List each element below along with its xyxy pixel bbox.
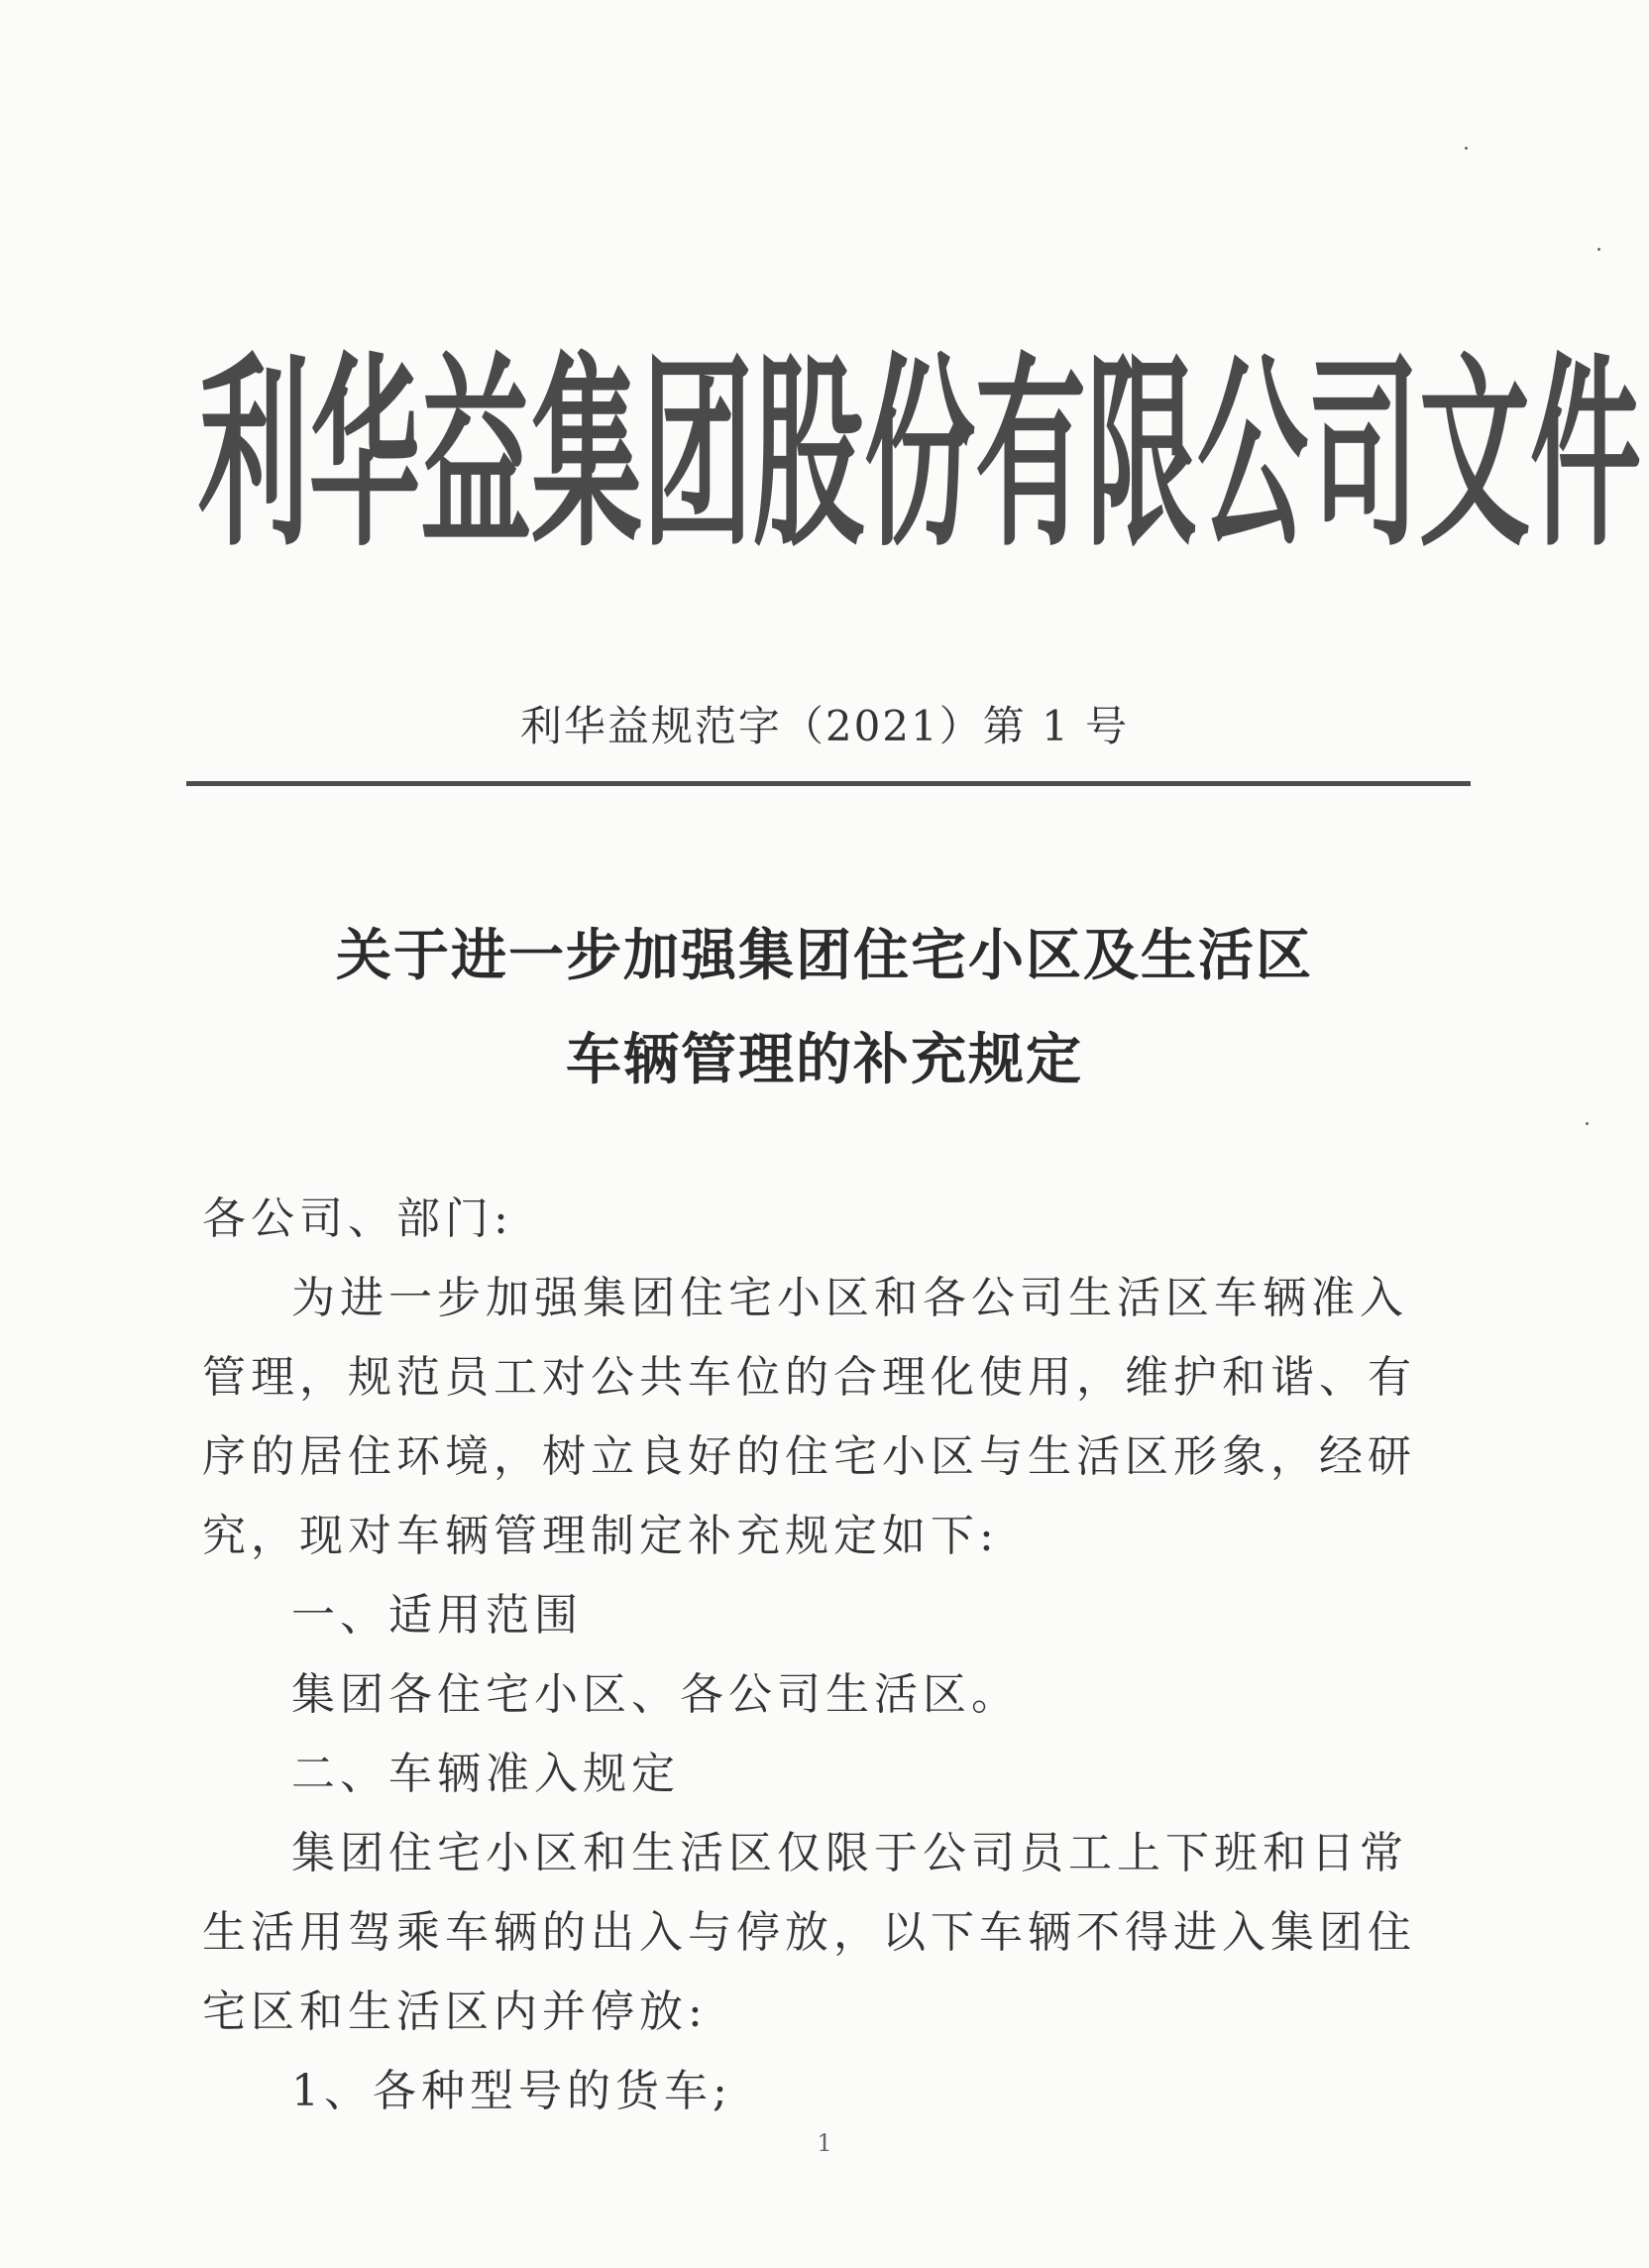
masthead-char: 利	[198, 336, 309, 576]
masthead-title	[198, 336, 1641, 576]
masthead-char: 股	[753, 336, 864, 576]
document-title-line-1: 关于进一步加强集团住宅小区及生活区	[336, 924, 1313, 988]
section-1-text: 集团各住宅小区、各公司生活区。	[291, 1669, 1020, 1720]
scan-speck	[1597, 248, 1600, 251]
masthead-char: 文	[1419, 336, 1530, 576]
masthead-char: 益	[420, 336, 531, 576]
masthead-char: 有	[975, 336, 1086, 576]
page-number: 1	[817, 2129, 832, 2157]
scan-speck	[1465, 147, 1468, 150]
document-body	[202, 1180, 1451, 2131]
masthead-char: 份	[864, 336, 975, 576]
salutation: 各公司、部门:	[202, 1193, 513, 1244]
masthead-char: 华	[309, 336, 420, 576]
masthead-char: 集	[531, 336, 642, 576]
section-1-heading: 一、适用范围	[291, 1590, 583, 1641]
section-2-heading: 二、车辆准入规定	[291, 1749, 680, 1799]
document-title-line-2: 车辆管理的补充规定	[566, 1028, 1083, 1092]
list-item: 1、各种型号的货车;	[291, 2066, 732, 2116]
intro-paragraph: 为进一步加强集团住宅小区和各公司生活区车辆准入管理，规范员工对公共车位的合理化使用，维护和谐、有序的居住环境，树立良好的住宅小区与生活区形象，经研究，现对车辆管理制定补充规定如下:	[202, 1273, 1416, 1561]
masthead-char: 团	[642, 336, 753, 576]
section-2-text: 集团住宅小区和生活区仅限于公司员工上下班和日常生活用驾乘车辆的出入与停放，以下车辆不得进入集团住宅区和生活区内并停放:	[202, 1828, 1416, 2037]
document-number: 利华益规范字（2021）第 1 号	[519, 702, 1130, 750]
masthead-char: 件	[1530, 336, 1641, 576]
masthead-char: 司	[1308, 336, 1419, 576]
header-divider	[186, 781, 1471, 786]
masthead-char: 公	[1197, 336, 1308, 576]
scan-speck	[1586, 1122, 1589, 1125]
masthead-char: 限	[1086, 336, 1197, 576]
